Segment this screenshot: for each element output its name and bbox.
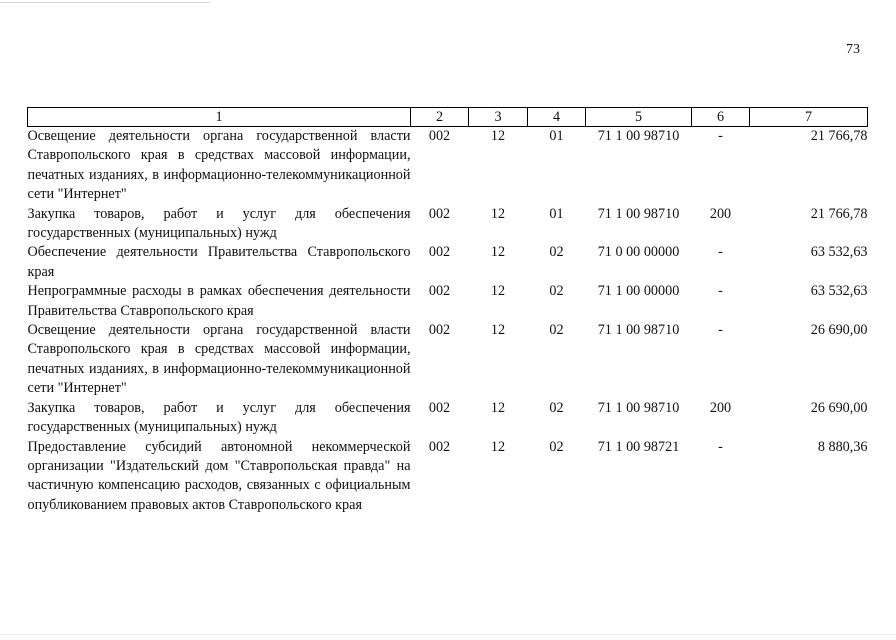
header-col-2: 2 — [411, 108, 469, 127]
row-name: Освещение деятельности органа государственной власти Ставропольского края в средствах массовой информации, печатных изданиях, в информационно-телекоммуникационной сети "Интернет" — [27, 322, 411, 397]
table-row — [28, 399, 868, 438]
row-target-article: 71 1 00 98710 — [597, 128, 680, 144]
table-body — [28, 127, 868, 516]
header-col-7: 7 — [750, 108, 868, 127]
scan-edge-bottom — [0, 634, 896, 635]
header-col-3: 3 — [469, 108, 528, 127]
header-col-5: 5 — [586, 108, 692, 127]
row-expense-type: - — [718, 128, 723, 144]
row-name: Предоставление субсидий автономной некоммерческой организации "Издательский дом "Ставропольская правда" на частичную компенсацию расходов, связанных с официальным опубликованием правовых актов Ставропольского края — [27, 438, 411, 513]
row-subsection: 02 — [549, 244, 564, 261]
budget-table — [27, 107, 868, 515]
table-row — [28, 282, 868, 321]
header-col-4: 4 — [528, 108, 586, 127]
row-subsection: 01 — [549, 205, 564, 222]
row-ministry: 002 — [428, 322, 451, 339]
row-expense-type: - — [718, 322, 723, 339]
row-section: 12 — [490, 128, 506, 144]
row-target-article: 71 1 00 98721 — [597, 438, 680, 455]
row-target-article: 71 0 00 00000 — [597, 244, 680, 261]
row-ministry: 002 — [428, 283, 451, 300]
row-subsection: 02 — [549, 438, 564, 455]
row-subsection: 01 — [549, 128, 564, 144]
row-section: 12 — [490, 438, 506, 455]
table-row — [28, 438, 868, 516]
row-section: 12 — [490, 283, 506, 300]
row-amount: 8 880,36 — [817, 438, 868, 455]
row-name: Обеспечение деятельности Правительства Ставропольского края — [27, 244, 411, 280]
scan-edge-top — [0, 2, 210, 3]
row-name: Непрограммные расходы в рамках обеспечения деятельности Правительства Ставропольского края — [27, 283, 411, 319]
row-expense-type: 200 — [709, 399, 732, 416]
row-target-article: 71 1 00 00000 — [597, 283, 680, 300]
row-amount: 63 532,63 — [810, 283, 868, 300]
row-subsection: 02 — [549, 399, 564, 416]
table-row — [28, 127, 868, 205]
table-row — [28, 243, 868, 282]
row-section: 12 — [490, 205, 506, 222]
row-amount: 26 690,00 — [810, 399, 868, 416]
row-name: Закупка товаров, работ и услуг для обеспечения государственных (муниципальных) нужд — [27, 205, 411, 242]
header-col-1: 1 — [28, 108, 411, 127]
row-subsection: 02 — [549, 283, 564, 300]
header-col-6: 6 — [692, 108, 750, 127]
row-section: 12 — [490, 322, 506, 339]
row-amount: 63 532,63 — [810, 244, 868, 261]
row-ministry: 002 — [428, 244, 451, 261]
header-row — [28, 108, 868, 127]
row-section: 12 — [490, 399, 506, 416]
row-name: Освещение деятельности органа государственной власти Ставропольского края в средствах массовой информации, печатных изданиях, в информационно-телекоммуникационной сети "Интернет" — [27, 128, 411, 203]
row-ministry: 002 — [428, 399, 451, 416]
row-section: 12 — [490, 244, 506, 261]
row-amount: 21 766,78 — [810, 205, 868, 222]
row-target-article: 71 1 00 98710 — [597, 205, 680, 222]
row-expense-type: - — [718, 438, 723, 455]
page-number: 73 — [846, 42, 860, 57]
row-ministry: 002 — [428, 205, 451, 222]
row-expense-type: 200 — [709, 205, 732, 222]
row-expense-type: - — [718, 244, 723, 261]
row-expense-type: - — [718, 283, 723, 300]
table-header — [28, 108, 868, 127]
row-target-article: 71 1 00 98710 — [597, 399, 680, 416]
row-amount: 21 766,78 — [810, 128, 868, 144]
row-ministry: 002 — [428, 128, 451, 144]
row-amount: 26 690,00 — [810, 322, 868, 339]
row-name: Закупка товаров, работ и услуг для обеспечения государственных (муниципальных) нужд — [27, 399, 411, 436]
row-target-article: 71 1 00 98710 — [597, 322, 680, 339]
row-ministry: 002 — [428, 438, 451, 455]
table-row — [28, 205, 868, 244]
table-row — [28, 321, 868, 399]
row-subsection: 02 — [549, 322, 564, 339]
